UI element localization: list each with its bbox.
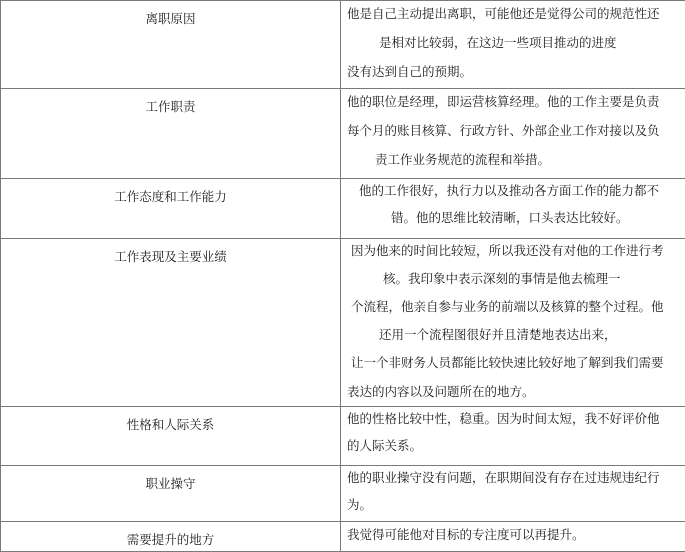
value-line: 他是自己主动提出离职，可能他还是觉得公司的规范性还: [347, 6, 660, 22]
row-label: 职业操守: [1, 466, 340, 492]
row-resignation-reason: [1, 1, 685, 89]
row-job-responsibilities: [1, 89, 685, 179]
row-areas-to-improve: [1, 522, 685, 552]
row-value-cell: [341, 89, 685, 179]
value-line: 的人际关系。: [347, 438, 422, 454]
row-label-cell: [1, 89, 341, 179]
value-line: 每个月的账目核算、行政方针、外部企业工作对接以及负: [347, 123, 660, 139]
row-work-attitude-ability: [1, 179, 685, 239]
value-line: 个流程，他亲自参与业务的前端以及核算的整个过程。他: [351, 299, 664, 315]
value-line: 核。我印象中表示深刻的事情是他去梳理一: [383, 271, 621, 287]
row-label: 工作态度和工作能力: [1, 179, 340, 205]
value-line: 让一个非财务人员都能比较快速比较好地了解到我们需要: [351, 355, 664, 371]
row-label-cell: [1, 1, 341, 89]
row-professional-ethics: [1, 466, 685, 522]
row-label: 性格和人际关系: [1, 407, 340, 433]
row-value-cell: [341, 407, 685, 466]
row-value-cell: [341, 466, 685, 522]
value-line: 错。他的思维比较清晰，口头表达比较好。: [391, 210, 629, 226]
row-label-cell: [1, 407, 341, 466]
row-personality-relationships: [1, 407, 685, 466]
row-label: 离职原因: [1, 1, 340, 27]
table-body: [1, 1, 685, 552]
row-value-cell: [341, 1, 685, 89]
row-value-cell: [341, 239, 685, 407]
value-line: 他的职位是经理，即运营核算经理。他的工作主要是负责: [347, 94, 660, 110]
row-label-cell: [1, 239, 341, 407]
value-line: 责工作业务规范的流程和举措。: [375, 152, 550, 168]
row-label: 工作职责: [1, 89, 340, 115]
value-line: 他的性格比较中性，稳重。因为时间太短，我不好评价他: [347, 411, 660, 427]
row-value-cell: [341, 179, 685, 239]
value-line: 表达的内容以及问题所在的地方。: [347, 384, 535, 400]
row-performance-achievements: [1, 239, 685, 407]
value-line: 没有达到自己的预期。: [347, 64, 472, 80]
row-value-cell: [341, 522, 685, 552]
value-line: 还用一个流程图很好并且清楚地表达出来，: [379, 327, 617, 343]
row-label-cell: [1, 179, 341, 239]
value-line: 为。: [347, 497, 372, 513]
row-label-cell: [1, 466, 341, 522]
value-line: 他的工作很好，执行力以及推动各方面工作的能力都不: [359, 183, 659, 199]
value-line: 是相对比较弱，在这边一些项目推动的进度: [379, 35, 617, 51]
row-label-cell: [1, 522, 341, 552]
value-line: 我觉得可能他对目标的专注度可以再提升。: [347, 527, 585, 543]
row-label: 工作表现及主要业绩: [1, 239, 340, 265]
value-line: 因为他来的时间比较短，所以我还没有对他的工作进行考: [351, 243, 664, 259]
row-label: 需要提升的地方: [1, 522, 340, 548]
value-line: 他的职业操守没有问题，在职期间没有存在过违规违纪行: [347, 470, 660, 486]
